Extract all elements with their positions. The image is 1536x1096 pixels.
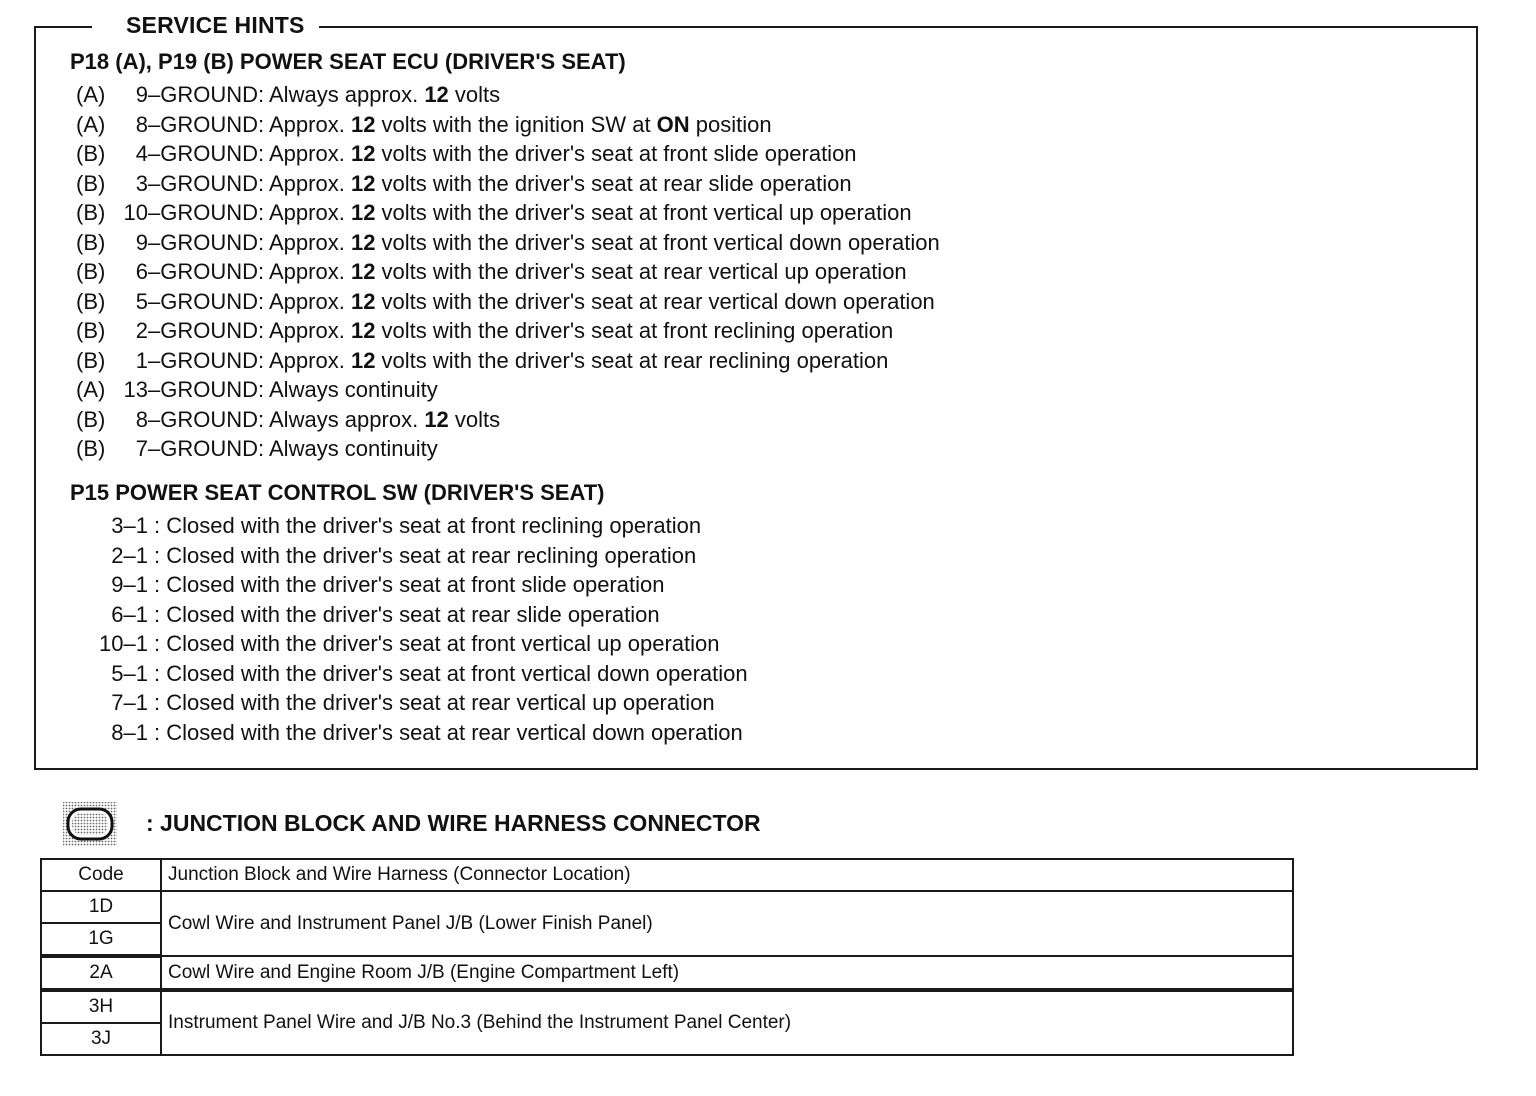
hint-text: : Approx. <box>258 170 351 196</box>
hint-text: volts <box>448 406 501 432</box>
hint-text: : Always continuity <box>258 377 438 402</box>
hint-text: volts with the driver's seat at rear vertical down operation <box>375 288 935 314</box>
switch-state: ON <box>656 111 690 137</box>
hint-text: : Approx. <box>258 259 351 284</box>
voltage-value: 12 <box>350 288 376 314</box>
pin-label: 6–GROUND <box>135 259 258 284</box>
connector-label: (B) <box>76 318 106 343</box>
hint-text: : Approx. <box>258 229 351 255</box>
hint-text: : Closed with the driver's seat at front vertical down operation <box>154 660 748 686</box>
hint-text: : Closed with the driver's seat at front reclining operation <box>154 513 702 538</box>
pin-label: 3–GROUND <box>135 170 258 196</box>
ecu-hint-item <box>76 111 772 139</box>
ecu-hint-item <box>76 140 857 168</box>
ecu-hint-item <box>76 81 500 109</box>
pin-pair-label: 5–1 <box>111 660 148 686</box>
connector-label: (B) <box>76 259 106 284</box>
pin-pair-label: 9–1 <box>111 572 148 597</box>
connector-label: (A) <box>76 377 106 402</box>
hint-text: : Always approx. <box>258 82 425 107</box>
switch-hint-item <box>76 660 748 688</box>
hint-text: : Approx. <box>258 200 351 225</box>
power-seat-switch-heading: P15 POWER SEAT CONTROL SW (DRIVER'S SEAT) <box>70 480 605 505</box>
voltage-value: 12 <box>350 141 376 166</box>
connector-label: (B) <box>76 200 106 225</box>
pin-pair-label: 8–1 <box>111 719 148 745</box>
connector-label: (B) <box>76 170 106 196</box>
hint-text: volts <box>448 82 501 107</box>
location-cell: Instrument Panel Wire and J/B No.3 (Behind the Instrument Panel Center) <box>161 990 1293 1055</box>
voltage-value: 12 <box>350 111 376 137</box>
ecu-hint-item <box>76 229 940 257</box>
pin-label: 5–GROUND <box>135 288 258 314</box>
hint-text: : Approx. <box>258 141 351 166</box>
ecu-hint-item <box>76 199 912 227</box>
voltage-value: 12 <box>350 170 376 196</box>
hint-text: : Approx. <box>258 347 351 373</box>
table-header-row <box>41 859 1293 891</box>
switch-hint-item <box>76 719 743 747</box>
voltage-value: 12 <box>350 200 376 225</box>
code-cell: 2A <box>41 956 161 990</box>
pin-label: 7–GROUND <box>135 436 258 461</box>
hint-text: volts with the driver's seat at front slide operation <box>375 141 857 166</box>
hint-text: volts with the driver's seat at rear slide operation <box>375 170 852 196</box>
switch-hint-item <box>76 512 701 540</box>
code-cell: 1G <box>41 923 161 956</box>
junction-legend-label: : JUNCTION BLOCK AND WIRE HARNESS CONNECTOR <box>146 810 761 836</box>
hint-text: volts with the driver's seat at rear reclining operation <box>375 347 889 373</box>
switch-hint-item <box>76 630 719 658</box>
pin-label: 10–GROUND <box>123 200 258 225</box>
voltage-value: 12 <box>350 259 376 284</box>
connector-label: (A) <box>76 111 106 137</box>
hint-text: volts with the driver's seat at front vertical down operation <box>375 229 940 255</box>
connector-label: (A) <box>76 82 106 107</box>
connector-label: (B) <box>76 229 106 255</box>
code-cell: 1D <box>41 891 161 923</box>
hint-text: volts with the ignition SW at <box>375 111 657 137</box>
hint-text: : Closed with the driver's seat at rear vertical up operation <box>154 690 715 715</box>
ecu-hint-item <box>76 376 438 404</box>
switch-hint-item <box>76 689 715 717</box>
location-cell: Cowl Wire and Instrument Panel J/B (Lower Finish Panel) <box>161 891 1293 956</box>
location-cell: Cowl Wire and Engine Room J/B (Engine Compartment Left) <box>161 956 1293 990</box>
pin-label: 8–GROUND <box>135 111 258 137</box>
pin-label: 4–GROUND <box>135 141 258 166</box>
junction-block-icon <box>62 801 118 847</box>
pin-label: 2–GROUND <box>135 318 258 343</box>
connector-label: (B) <box>76 406 106 432</box>
hint-text: : Approx. <box>258 288 351 314</box>
pin-label: 8–GROUND <box>135 406 258 432</box>
ecu-hint-item <box>76 317 893 345</box>
ecu-hint-item <box>76 406 500 434</box>
pin-pair-label: 10–1 <box>99 631 148 656</box>
hint-text: : Always continuity <box>258 436 438 461</box>
pin-label: 9–GROUND <box>135 229 258 255</box>
pin-pair-label: 6–1 <box>111 601 148 627</box>
voltage-value: 12 <box>350 318 376 343</box>
switch-hint-item <box>76 601 660 629</box>
ecu-hint-item <box>76 347 888 375</box>
hint-text: volts with the driver's seat at front vertical up operation <box>375 200 912 225</box>
connector-label: (B) <box>76 347 106 373</box>
hint-text: : Closed with the driver's seat at front slide operation <box>154 572 665 597</box>
connector-label: (B) <box>76 288 106 314</box>
pin-label: 13–GROUND <box>123 377 258 402</box>
location-header: Junction Block and Wire Harness (Connector Location) <box>161 859 1293 891</box>
hint-text: : Always approx. <box>258 406 425 432</box>
ecu-hint-item <box>76 288 935 316</box>
code-header: Code <box>41 859 161 891</box>
ecu-hint-item <box>76 258 907 286</box>
table-row <box>41 956 1293 990</box>
connector-label: (B) <box>76 436 106 461</box>
voltage-value: 12 <box>424 82 449 107</box>
voltage-value: 12 <box>424 406 449 432</box>
service-hints-title: SERVICE HINTS <box>92 10 319 40</box>
switch-hint-item <box>76 542 696 570</box>
hint-text: : Approx. <box>258 111 351 137</box>
hint-text: : Closed with the driver's seat at rear reclining operation <box>154 542 697 568</box>
pin-pair-label: 3–1 <box>111 513 148 538</box>
pin-label: 1–GROUND <box>135 347 258 373</box>
connector-label: (B) <box>76 141 106 166</box>
hint-text: : Closed with the driver's seat at front vertical up operation <box>154 631 720 656</box>
hint-text: position <box>689 111 772 137</box>
hint-text: : Closed with the driver's seat at rear slide operation <box>154 601 660 627</box>
code-cell: 3J <box>41 1023 161 1055</box>
junction-block-table <box>40 858 1294 1056</box>
ecu-hint-item <box>76 435 438 463</box>
pin-pair-label: 2–1 <box>111 542 148 568</box>
pin-pair-label: 7–1 <box>111 690 148 715</box>
power-seat-ecu-heading: P18 (A), P19 (B) POWER SEAT ECU (DRIVER'S SEAT) <box>70 49 626 74</box>
ecu-hint-item <box>76 170 852 198</box>
pin-label: 9–GROUND <box>135 82 258 107</box>
voltage-value: 12 <box>350 347 376 373</box>
switch-hint-item <box>76 571 664 599</box>
hint-text: volts with the driver's seat at rear vertical up operation <box>375 259 907 284</box>
table-row <box>41 990 1293 1023</box>
hint-text: : Closed with the driver's seat at rear vertical down operation <box>154 719 743 745</box>
table-row <box>41 891 1293 923</box>
hint-text: volts with the driver's seat at front reclining operation <box>375 318 894 343</box>
code-cell: 3H <box>41 990 161 1023</box>
hint-text: : Approx. <box>258 318 351 343</box>
voltage-value: 12 <box>350 229 376 255</box>
